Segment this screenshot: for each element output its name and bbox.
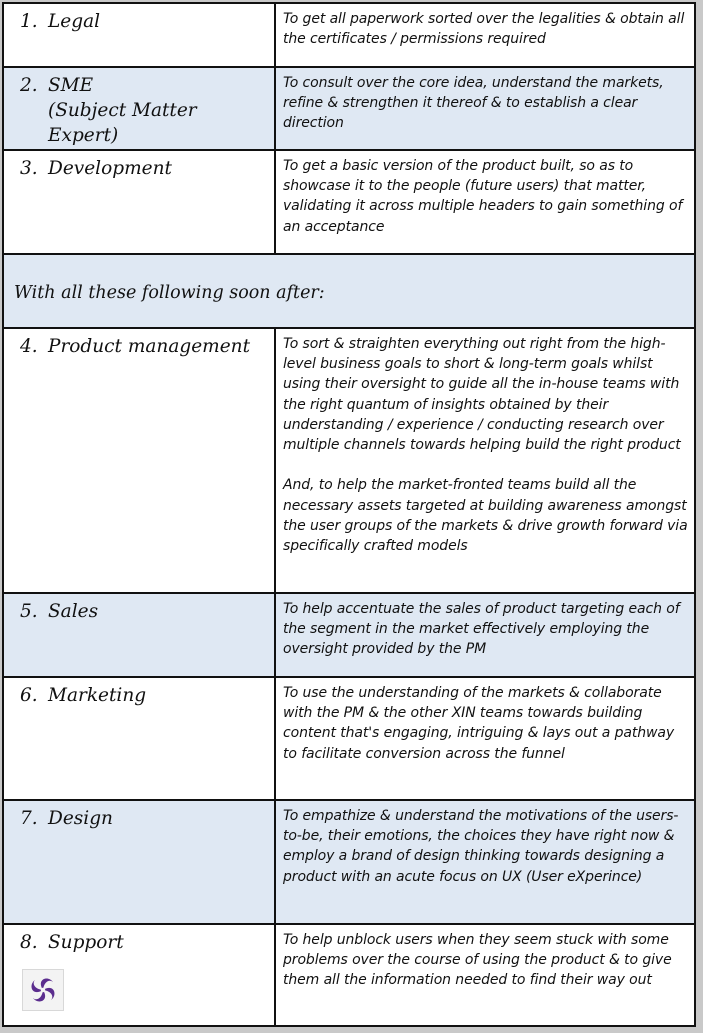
table-row [3,150,695,254]
roles-table [2,2,696,1027]
table-row [3,677,695,800]
row-number: 6. [20,685,38,706]
role-label: Support [48,932,124,953]
row-number: 5. [20,601,38,622]
swirl-logo-icon [22,969,64,1011]
row-number: 8. [20,932,38,953]
role-label: Product management [48,336,251,357]
role-label: Sales [48,601,99,622]
role-label: Development [48,158,172,179]
table-row [3,328,695,593]
table-row [3,800,695,924]
row-number: 1. [20,11,38,32]
section-banner: With all these following soon after: [14,283,325,303]
row-number: 4. [20,336,38,357]
role-description: To help accentuate the sales of product targeting each of the segment in the market effectively employing the oversight provided by the PM [283,601,680,658]
role-label: Design [48,808,113,829]
table-row [3,924,695,1026]
role-description: To sort & straighten everything out right from the high-level business goals to short & long-term goals whilst using their oversight to guide all the in-house teams with the right quantum of insights obtained by their understanding / experience / conducting research over multiple channels towards helping build the right product And, to help the market-fronted teams build all the necessary assets targeted at building awareness amongst the user groups of the markets & drive growth forward via specifically crafted models [283,336,688,555]
table-row [3,67,695,150]
role-description: To get all paperwork sorted over the legalities & obtain all the certificates / permissions required [283,11,685,48]
row-number: 2. [20,75,38,96]
role-description: To empathize & understand the motivations of the users-to-be, their emotions, the choices they have right now & employ a brand of design thinking towards designing a product with an acute focus on UX (User eXperince) [283,808,679,885]
role-label: Legal [48,11,101,32]
row-number: 7. [20,808,38,829]
role-label: SME (Subject Matter Expert) [48,75,197,146]
table-row [3,3,695,67]
role-description: To use the understanding of the markets & collaborate with the PM & the other XIN teams towards building content that's engaging, intriguing & lays out a pathway to facilitate conversion across the funnel [283,685,675,762]
role-description: To get a basic version of the product built, so as to showcase it to the people (future users) that matter, validating it across multiple headers to gain something of an acceptance [283,158,683,235]
table-row [3,593,695,677]
banner-row [3,254,695,328]
role-label: Marketing [48,685,147,706]
row-number: 3. [20,158,38,179]
role-description: To help unblock users when they seem stuck with some problems over the course of using the product & to give them all the information needed to find their way out [283,932,672,989]
role-description: To consult over the core idea, understand the markets, refine & strengthen it thereof & to establish a clear direction [283,75,664,132]
